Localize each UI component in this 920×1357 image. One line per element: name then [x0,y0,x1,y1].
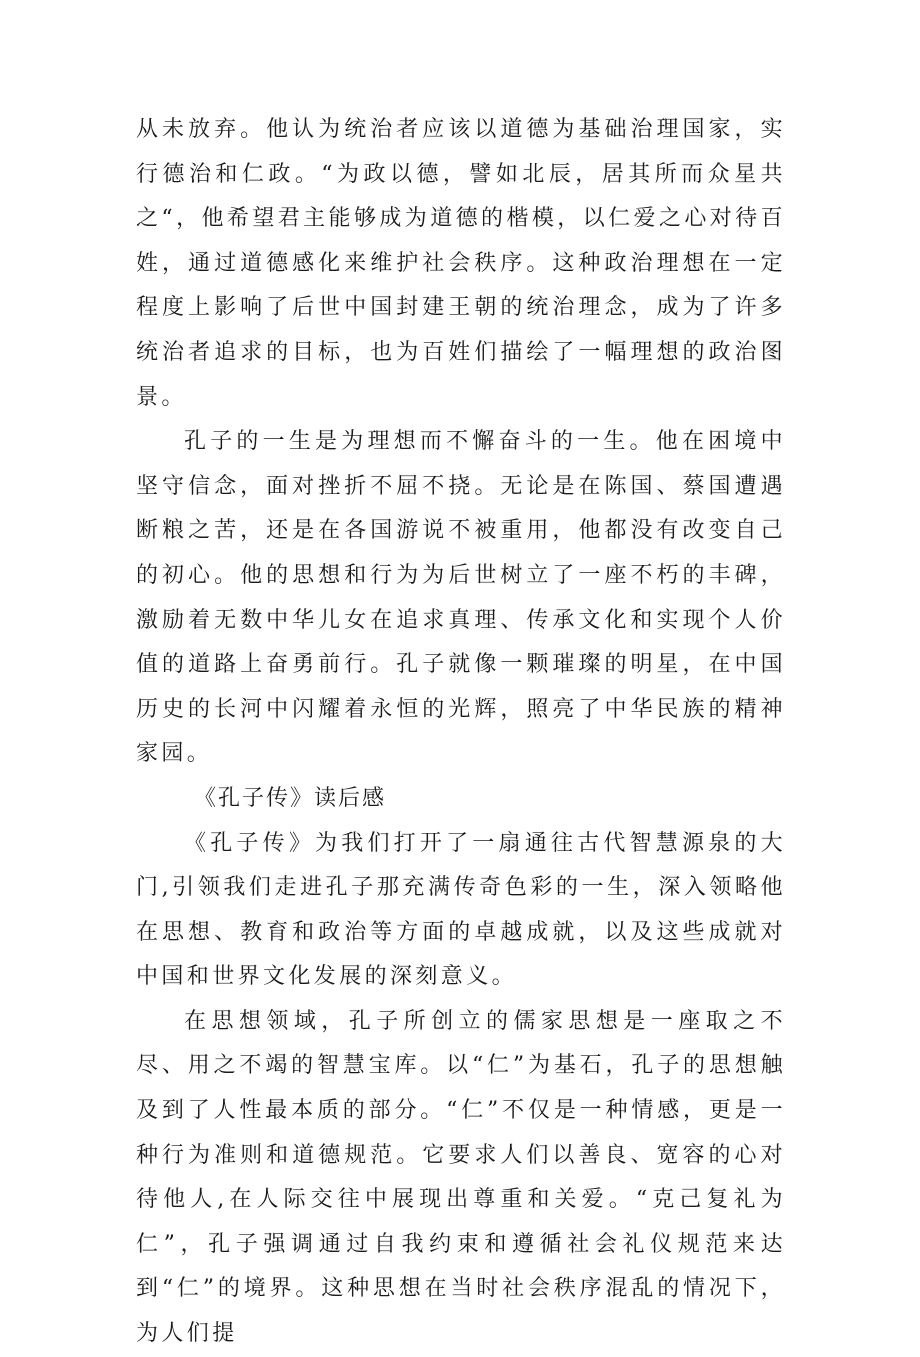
paragraph-2: 孔子的一生是为理想而不懈奋斗的一生。他在困境中坚守信念，面对挫折不屈不挠。无论是在陈国、蔡国遭遇断粮之苦，还是在各国游说不被重用，他都没有改变自己的初心。他的思想和行为为后世树立了一座不朽的丰碑，激励着无数中华儿女在追求真理、传承文化和实现个人价值的道路上奋勇前行。孔子就像一颗璀璨的明星，在中国历史的长河中闪耀着永恒的光辉，照亮了中华民族的精神家园。 [136,429,786,767]
paragraph-4: 在思想领域，孔子所创立的儒家思想是一座取之不尽、用之不竭的智慧宝库。以“仁”为基石，孔子的思想触及到了人性最本质的部分。“仁”不仅是一种情感，更是一种行为准则和道德规范。它要求人们以善良、宽容的心对待他人,在人际交往中展现出尊重和关爱。“克己复礼为仁”，孔子强调通过自我约束和遵循社会礼仪规范来达到“仁”的境界。这种思想在当时社会秩序混乱的情况下，为人们提 [136,1008,786,1347]
document-body [136,108,786,1357]
section-title: 《孔子传》读后感 [194,785,387,811]
paragraph-3: 《孔子传》为我们打开了一扇通往古代智慧源泉的大门,引领我们走进孔子那充满传奇色彩的一生，深入领略他在思想、教育和政治等方面的卓越成就，以及这些成就对中国和世界文化发展的深刻意义。 [136,830,786,990]
paragraph-1: 从未放弃。他认为统治者应该以道德为基础治理国家，实行德治和仁政。“为政以德，譬如北辰，居其所而众星共之“，他希望君主能够成为道德的楷模，以仁爱之心对待百姓，通过道德感化来维护社会秩序。这种政治理想在一定程度上影响了后世中国封建王朝的统治理念，成为了许多统治者追求的目标，也为百姓们描绘了一幅理想的政治图景。 [136,117,786,410]
